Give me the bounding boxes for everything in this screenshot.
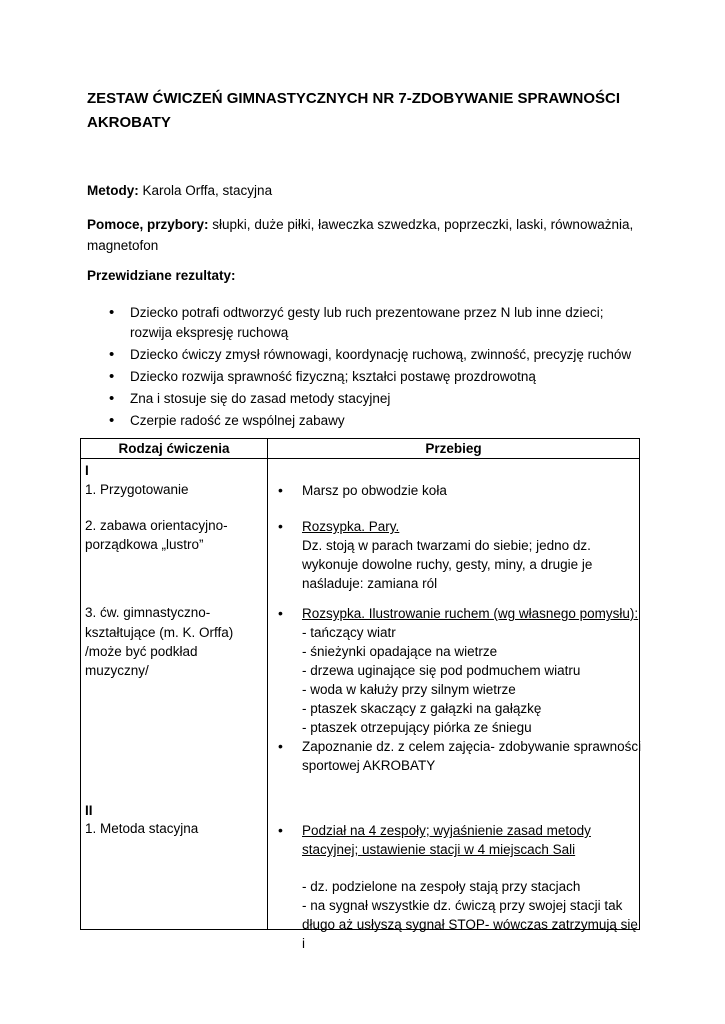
list-item: • Zna i stosuje się do zasad metody stacyjnej [87, 389, 647, 409]
list-item: - ptaszek otrzepujący piórka ze śniegu [302, 720, 532, 735]
course-step-text: - dz. podzielone na zespoły stają przy stacjach [302, 879, 581, 894]
list-item: - ptaszek skaczący z gałązki na gałązkę [302, 701, 542, 716]
exercise-item: /może być podkład [85, 644, 198, 659]
list-item: - tańczący wiatr [302, 625, 396, 640]
list-item: • Czerpie radość ze wspólnej zabawy [87, 411, 647, 431]
course-step-heading: Podział na 4 zespoły; wyjaśnienie zasad metody stacyjnej; ustawienie stacji w 4 miejscach Sali [302, 823, 591, 857]
part-one-label: I [85, 463, 89, 478]
bullet-icon: • [278, 822, 283, 838]
exercise-item: 1. Przygotowanie [85, 482, 189, 497]
course-step: Marsz po obwodzie koła [302, 483, 447, 498]
part-two-label: II [85, 803, 93, 818]
course-step-heading: Rozsypka. Pary. [302, 519, 400, 534]
course-step-text: Dz. stoją w parach twarzami do siebie; jedno dz. wykonuje dowolne ruchy, gesty, miny, a drugie je naśladuje: zamiana ról [302, 538, 593, 591]
course-cell [268, 459, 642, 951]
exercise-table [80, 438, 642, 951]
methods-label: Metody: [87, 183, 139, 198]
course-step: Zapoznanie dz. z celem zajęcia- zdobywanie sprawności sportowej AKROBATY [302, 739, 642, 773]
exercise-item: porządkowa „lustro” [85, 537, 204, 552]
methods-value: Karola Orffa, stacyjna [142, 183, 273, 198]
exercise-item: 2. zabawa orientacyjno- [85, 518, 228, 533]
list-item: • Dziecko potrafi odtworzyć gesty lub ruch prezentowane przez N lub inne dzieci; rozwija ekspresję ruchową [87, 303, 647, 342]
bullet-icon: • [278, 738, 283, 754]
header-type: Rodzaj ćwiczenia [81, 439, 268, 459]
table-header-row [81, 439, 640, 459]
list-item: - śnieżynki opadające na wietrze [302, 644, 498, 659]
course-step-heading: Rozsypka. Ilustrowanie ruchem (wg własnego pomysłu): [302, 606, 639, 621]
table-row [81, 459, 640, 930]
list-item: • Dziecko rozwija sprawność fizyczną; kształci postawę prozdrowotną [87, 367, 647, 387]
type-cell [81, 459, 268, 930]
bullet-icon: • [278, 518, 283, 534]
exercise-item: kształtujące (m. K. Orffa) [85, 625, 234, 640]
course-step-text: - na sygnał wszystkie dz. ćwiczą przy swojej stacji tak długo aż usłyszą sygnał STOP- wówczas zatrzymują się i [302, 898, 638, 951]
aids-value: słupki, duże piłki, ławeczka szwedzka, poprzeczki, laski, równoważnia, magnetofon [87, 217, 634, 253]
exercise-item: muzyczny/ [85, 663, 149, 678]
exercise-item: 1. Metoda stacyjna [85, 821, 199, 836]
aids-line [87, 214, 647, 256]
list-item: - woda w kałuży przy silnym wietrze [302, 682, 516, 697]
bullet-icon: • [278, 605, 283, 621]
results-list [87, 303, 647, 433]
bullet-icon: • [278, 482, 283, 498]
list-item: - drzewa uginające się pod podmuchem wiatru [302, 663, 581, 678]
aids-label: Pomoce, przybory: [87, 217, 209, 232]
results-heading: Przewidziane rezultaty: [87, 268, 236, 283]
header-course: Przebieg [268, 439, 640, 459]
document-title: ZESTAW ĆWICZEŃ GIMNASTYCZNYCH NR 7-ZDOBYWANIE SPRAWNOŚCI AKROBATY [87, 90, 621, 131]
exercise-item: 3. ćw. gimnastyczno- [85, 605, 211, 620]
methods-line [87, 181, 272, 201]
list-item: • Dziecko ćwiczy zmysł równowagi, koordynację ruchową, zwinność, precyzję ruchów [87, 345, 647, 365]
